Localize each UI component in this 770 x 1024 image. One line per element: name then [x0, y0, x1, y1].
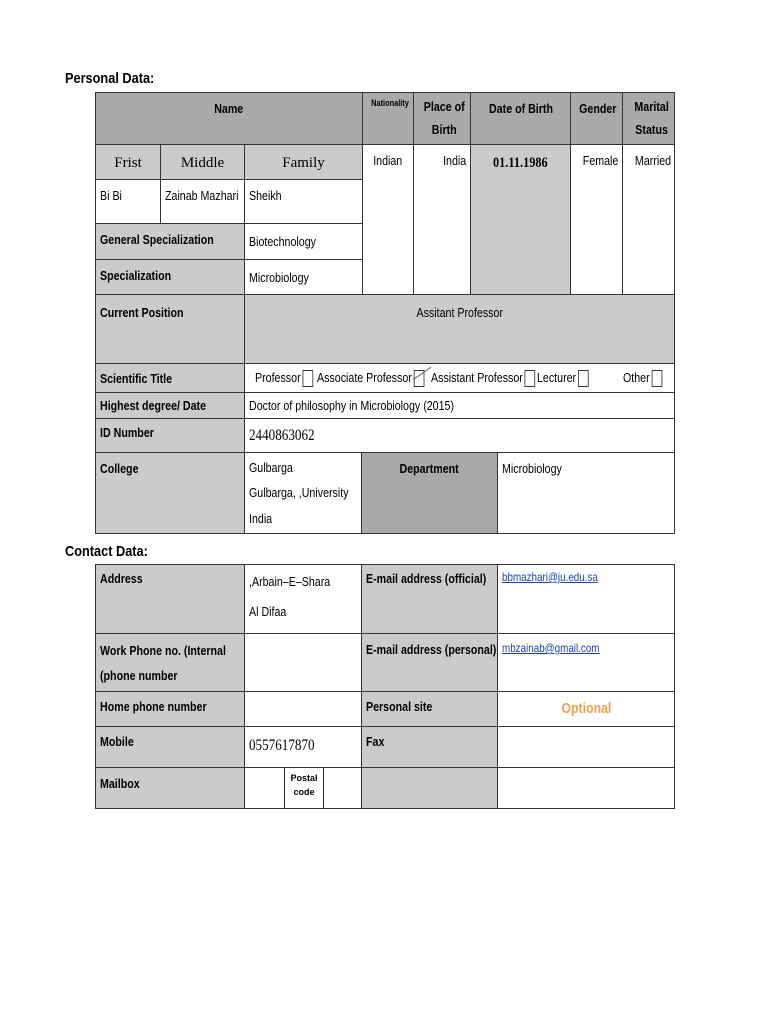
general-specialization-label: General Specialization	[95, 223, 245, 260]
checkbox-lecturer[interactable]	[578, 370, 589, 387]
option-professor: Professor	[255, 370, 301, 385]
family-name-value: Sheikh	[244, 179, 363, 224]
contact-data-title: Contact Data:	[65, 543, 148, 560]
marital-status-value: Married	[622, 144, 675, 295]
postal-code-label: Postal code	[284, 767, 324, 809]
mobile-value: 0557617870	[244, 726, 362, 768]
option-lecturer: Lecturer	[537, 370, 577, 385]
option-other: Other	[623, 370, 650, 385]
email-official-link[interactable]: bbmazhari@ju.edu.sa	[502, 570, 598, 584]
fax-label: Fax	[361, 726, 498, 768]
college-line-3: India	[249, 510, 273, 526]
header-place-of-birth: Place of Birth	[413, 92, 471, 145]
email-personal-label: E-mail address (personal)	[361, 633, 498, 692]
first-name-value: Bi Bi	[95, 179, 161, 224]
scientific-title-options	[244, 363, 675, 393]
scientific-title-label: Scientific Title	[95, 363, 245, 393]
place-of-birth-value: India	[413, 144, 471, 295]
gender-value: Female	[570, 144, 623, 295]
home-phone-label: Home phone number	[95, 691, 245, 727]
id-number-value: 2440863062	[244, 418, 675, 453]
email-personal-link[interactable]: mbzainab@gmail.com	[502, 641, 600, 655]
current-position-label: Current Position	[95, 294, 245, 364]
header-date-of-birth: Date of Birth	[470, 92, 571, 145]
personal-site-label: Personal site	[361, 691, 498, 727]
address-line-1: ,Arbain–E–Shara	[249, 574, 331, 589]
option-associate-professor: Associate Professor	[317, 370, 412, 385]
personal-site-value: Optional	[497, 691, 675, 727]
header-marital-status: Marital Status	[622, 92, 675, 145]
general-specialization-value: Biotechnology	[244, 223, 363, 260]
college-line-2: Gulbarga, ,University	[249, 485, 349, 501]
mailbox-label: Mailbox	[95, 767, 245, 809]
college-label: College	[95, 452, 245, 534]
address-label: Address	[95, 564, 245, 634]
checkbox-professor[interactable]	[302, 370, 313, 387]
mobile-label: Mobile	[95, 726, 245, 768]
address-line-2: Al Difaa	[249, 603, 287, 619]
option-assistant-professor: Assistant Professor	[431, 370, 523, 385]
department-label: Department	[361, 452, 498, 534]
header-gender: Gender	[570, 92, 623, 145]
college-line-1: Gulbarga	[249, 460, 293, 475]
department-value: Microbiology	[497, 452, 675, 534]
highest-degree-label: Highest degree/ Date	[95, 392, 245, 419]
header-middle: Middle	[160, 144, 245, 180]
id-number-label: ID Number	[95, 418, 245, 453]
header-first: Frist	[95, 144, 161, 180]
personal-data-title: Personal Data:	[65, 70, 155, 87]
checkbox-other[interactable]	[651, 370, 662, 387]
specialization-value: Microbiology	[244, 259, 363, 295]
specialization-label: Specialization	[95, 259, 245, 295]
current-position-value: Assitant Professor	[244, 294, 675, 364]
email-official-label: E-mail address (official)	[361, 564, 498, 634]
nationality-value: Indian	[362, 144, 414, 295]
header-family: Family	[244, 144, 363, 180]
checkbox-assistant-professor[interactable]	[524, 370, 535, 387]
header-name: Name	[95, 92, 363, 145]
work-phone-label: Work Phone no. (Internal (phone number	[95, 633, 245, 692]
date-of-birth-value: 01.11.1986	[470, 144, 571, 295]
header-nationality: Nationality	[362, 92, 414, 145]
highest-degree-value: Doctor of philosophy in Microbiology (2015)	[244, 392, 675, 419]
college-value	[244, 452, 362, 534]
middle-name-value: Zainab Mazhari	[160, 179, 245, 224]
